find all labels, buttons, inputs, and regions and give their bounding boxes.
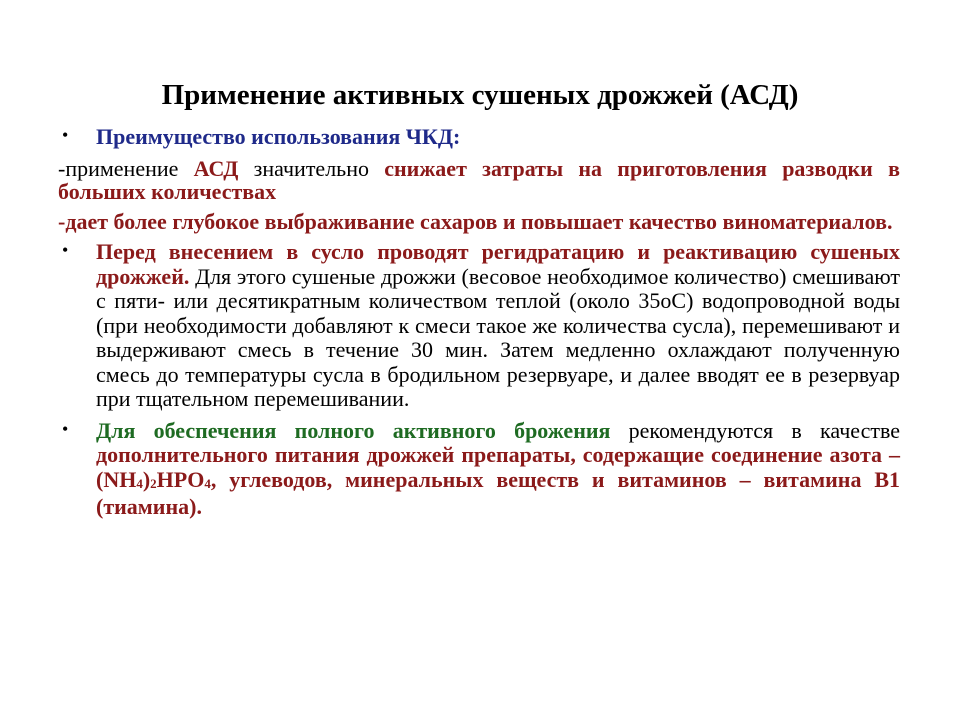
nutrition-red-text-4: , углеводов, минеральных веществ и витаминов – витамина В1 (тиамина). — [96, 466, 900, 519]
advantage-heading: Преимущество использования ЧКД: — [96, 124, 461, 149]
fermentation-text: -дает более глубокое выбраживание сахаров и повышает качество виноматериалов. — [58, 209, 893, 234]
nutrition-red-text-3: HPO — [156, 466, 205, 492]
rehydration-text: Для этого сушеные дрожжи (весовое необходимое количество) смешивают с пяти- или десятикратным количеством теплой (около 35оС) водопроводной воды (при необходимости добавляют к смеси такое же количества сусла), перемешивают и выдерживают смесь в течение 30 мин. Затем медленно охлаждают полученную смесь до температуры сусла в бродильном резервуаре, и далее вводят ее в резервуар при тщательном перемешивании. — [96, 263, 900, 411]
bullet-dot-icon: • — [62, 125, 69, 145]
bullet-nutrition — [58, 419, 900, 520]
nutrition-green-text: Для обеспечения полного активного брожения — [96, 417, 611, 443]
subscript-4b: 4 — [204, 475, 211, 491]
cost-text-start: -применение — [58, 156, 194, 181]
cost-text-middle: значительно — [238, 156, 385, 181]
asd-term: АСД — [193, 156, 239, 181]
nutrition-red-text-1: дополнительного питания дрожжей препараты, содержащие соединение азота – (NH — [96, 442, 900, 492]
nutrition-text: рекомендуются в качестве — [610, 417, 900, 443]
subscript-2: 2 — [150, 475, 157, 491]
slide-body — [58, 124, 900, 520]
slide-title: Применение активных сушеных дрожжей (АСД) — [161, 79, 799, 111]
rehydration-bold-text: Перед внесением в сусло проводят регидратацию и реактивацию сушеных дрожжей. — [96, 239, 900, 289]
paragraph-fermentation — [58, 210, 900, 233]
cost-text-highlight: снижает затраты на приготовления разводки в больших количествах — [58, 156, 900, 204]
bullet-dot-icon: • — [62, 418, 69, 439]
bullet-rehydration — [58, 240, 900, 412]
bullet-dot-icon: • — [62, 240, 69, 260]
subscript-4a: 4 — [136, 475, 143, 491]
paragraph-cost — [58, 157, 900, 203]
bullet-advantage — [58, 124, 900, 150]
nutrition-red-text-2: ) — [142, 466, 151, 492]
